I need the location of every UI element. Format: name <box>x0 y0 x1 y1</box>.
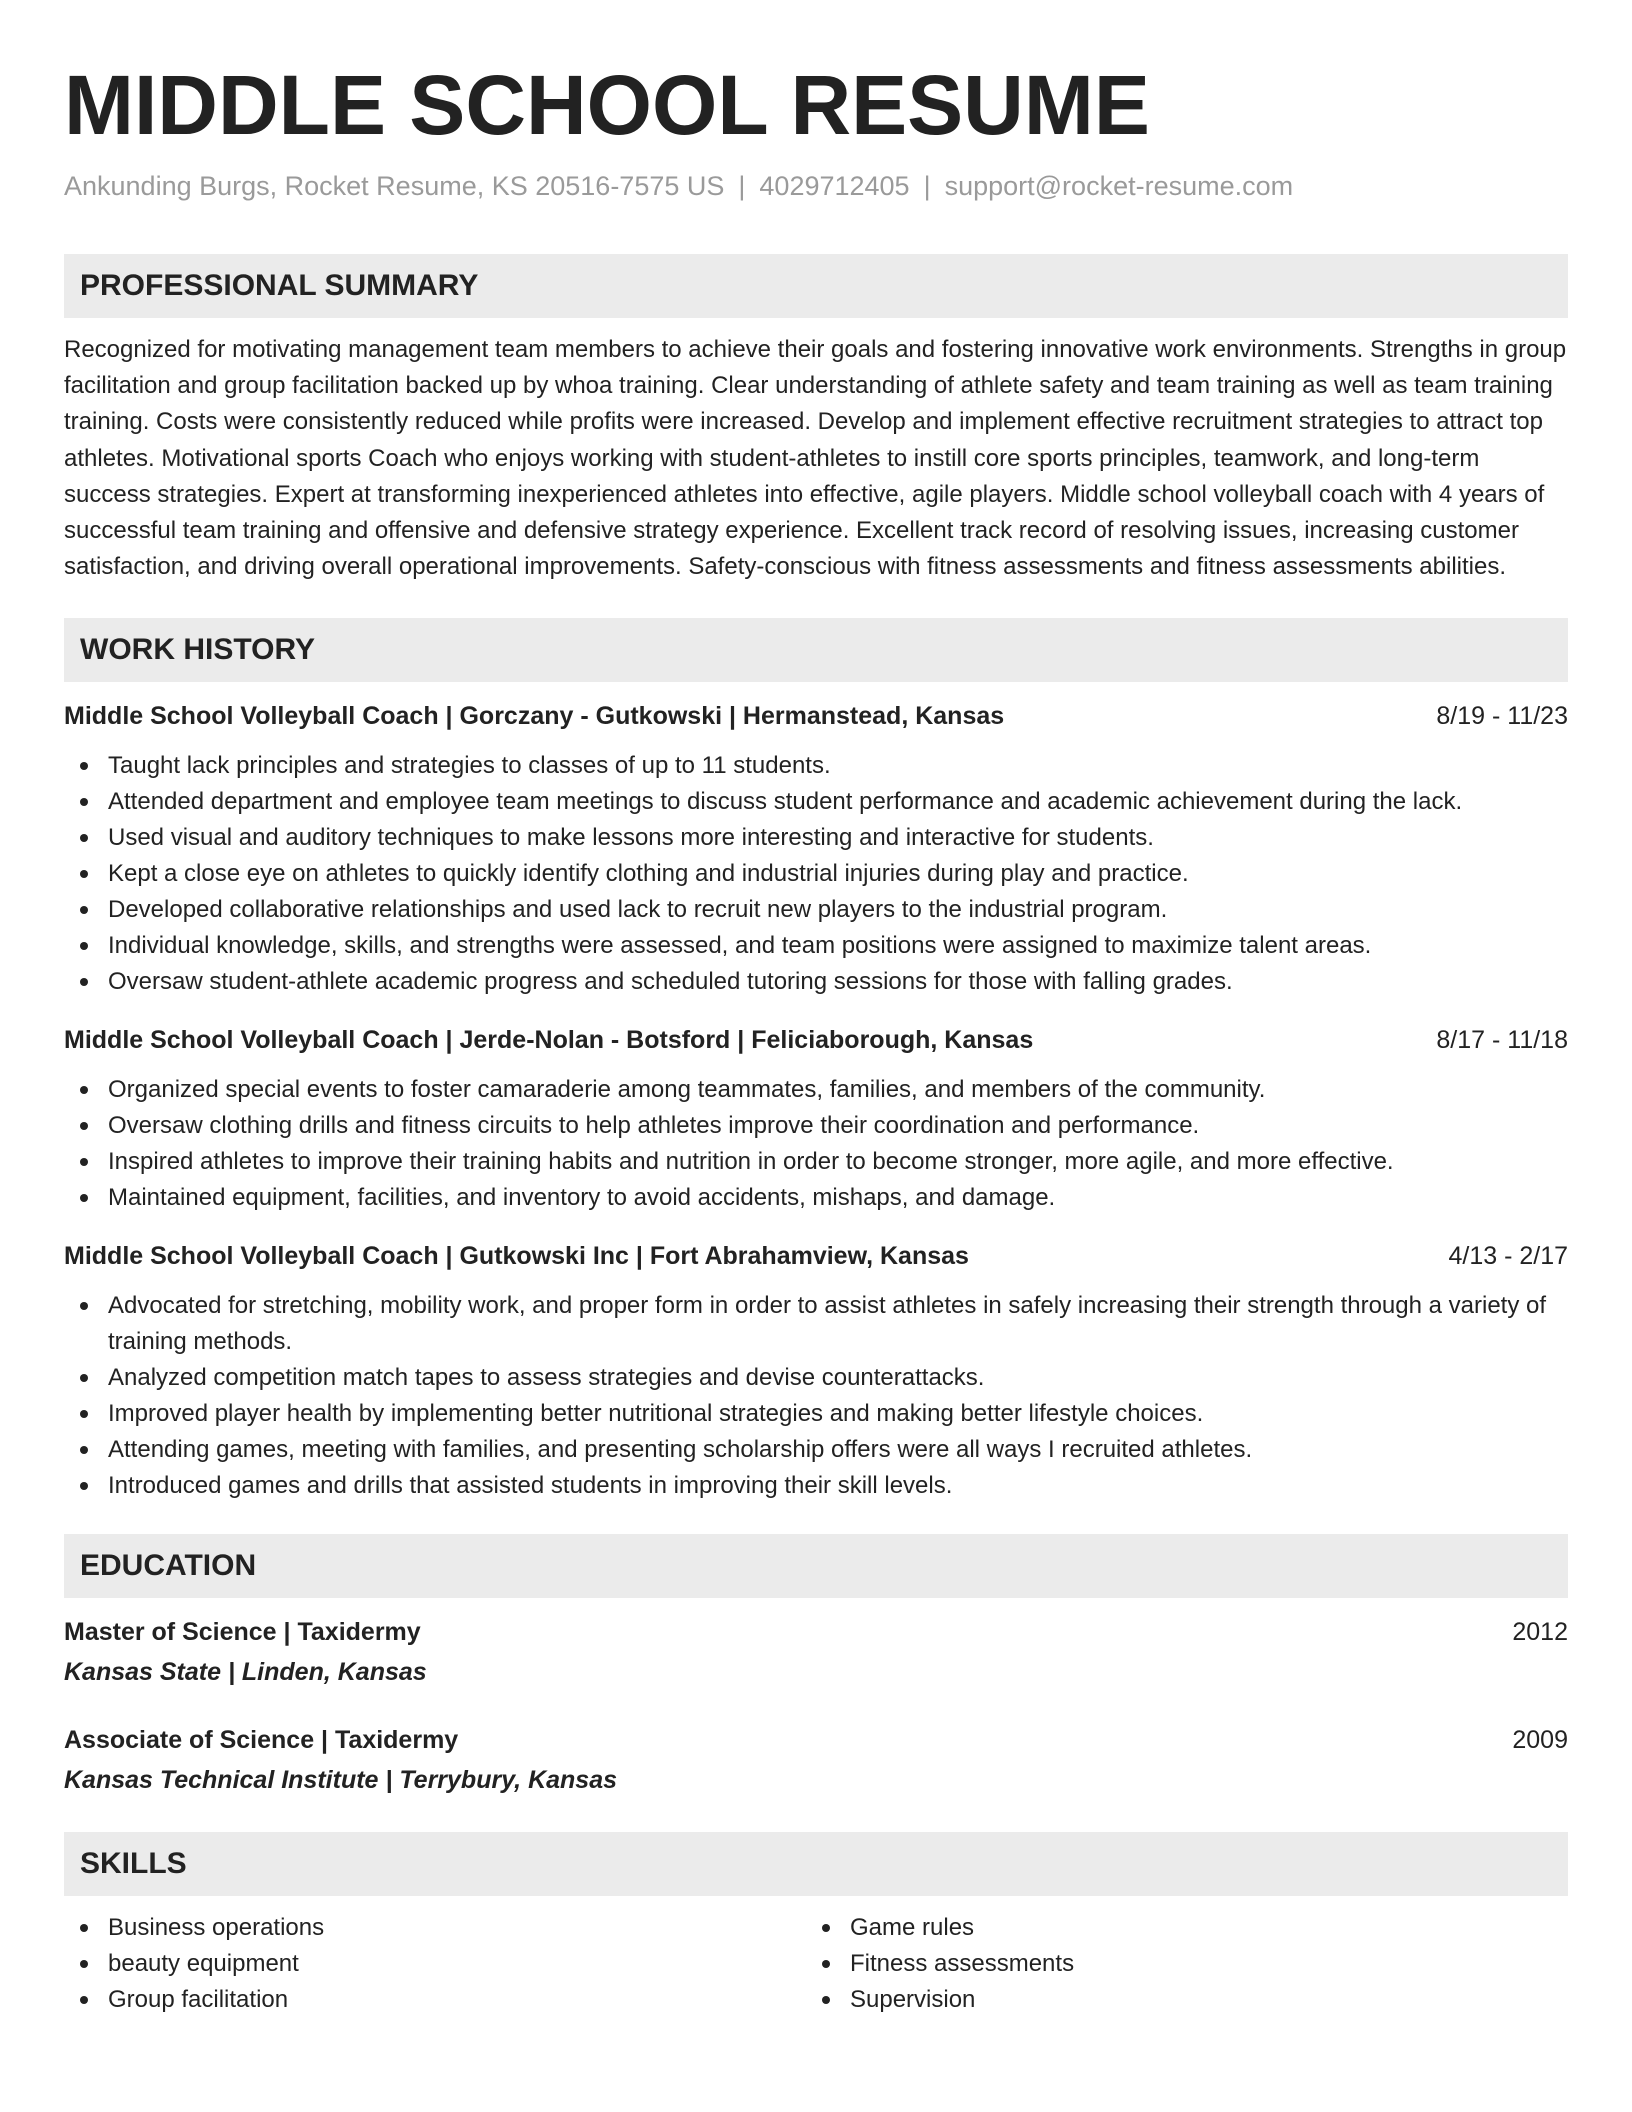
job-dates: 8/19 - 11/23 <box>1436 702 1568 731</box>
job-title: Middle School Volleyball Coach | Gorczany - Gutkowski | Hermanstead, Kansas <box>64 702 1005 731</box>
separator: | <box>738 171 746 201</box>
list-item: Used visual and auditory techniques to make lessons more interesting and interactive for students. <box>64 820 1568 856</box>
contact-line <box>64 169 1568 203</box>
skill-item: Group facilitation <box>64 1982 806 2018</box>
section-heading-skills: SKILLS <box>64 1832 1568 1896</box>
list-item: Introduced games and drills that assisted students in improving their skill levels. <box>64 1468 1568 1504</box>
skills-column-left <box>64 1910 806 2018</box>
education-header <box>64 1616 1568 1648</box>
skill-item: Game rules <box>806 1910 1506 1946</box>
list-item: Organized special events to foster camaraderie among teammates, families, and members of the community. <box>64 1072 1568 1108</box>
skill-item: beauty equipment <box>64 1946 806 1982</box>
phone: 4029712405 <box>759 171 910 201</box>
graduation-year: 2009 <box>1512 1726 1568 1755</box>
job-dates: 8/17 - 11/18 <box>1436 1026 1568 1055</box>
separator: | <box>923 171 931 201</box>
list-item: Attended department and employee team meetings to discuss student performance and academic achievement during the lack. <box>64 784 1568 820</box>
degree: Associate of Science | Taxidermy <box>64 1726 459 1755</box>
school-name: Kansas Technical Institute | Terrybury, Kansas <box>64 1766 618 1795</box>
graduation-year: 2012 <box>1512 1618 1568 1647</box>
skills-list <box>64 1910 1568 2018</box>
section-heading-summary: PROFESSIONAL SUMMARY <box>64 254 1568 318</box>
skills-column-right <box>806 1910 1506 2018</box>
skill-item: Supervision <box>806 1982 1506 2018</box>
list-item: Kept a close eye on athletes to quickly identify clothing and industrial injuries during play and practice. <box>64 856 1568 892</box>
list-item: Maintained equipment, facilities, and inventory to avoid accidents, mishaps, and damage. <box>64 1180 1568 1216</box>
list-item: Oversaw clothing drills and fitness circuits to help athletes improve their coordination and performance. <box>64 1108 1568 1144</box>
job-dates: 4/13 - 2/17 <box>1448 1242 1568 1271</box>
list-item: Individual knowledge, skills, and strengths were assessed, and team positions were assigned to maximize talent areas. <box>64 928 1568 964</box>
resume-title: MIDDLE SCHOOL RESUME <box>64 58 1150 152</box>
list-item: Improved player health by implementing better nutritional strategies and making better lifestyle choices. <box>64 1396 1568 1432</box>
list-item: Taught lack principles and strategies to classes of up to 11 students. <box>64 748 1568 784</box>
job-bullets <box>64 748 1568 1000</box>
section-heading-work-history: WORK HISTORY <box>64 618 1568 682</box>
list-item: Analyzed competition match tapes to assess strategies and devise counterattacks. <box>64 1360 1568 1396</box>
degree: Master of Science | Taxidermy <box>64 1618 421 1647</box>
job-bullets <box>64 1072 1568 1216</box>
job-header <box>64 1240 1568 1272</box>
email: support@rocket-resume.com <box>944 171 1294 201</box>
education-header <box>64 1724 1568 1756</box>
list-item: Inspired athletes to improve their training habits and nutrition in order to become stronger, more agile, and more effective. <box>64 1144 1568 1180</box>
section-heading-education: EDUCATION <box>64 1534 1568 1598</box>
list-item: Developed collaborative relationships and used lack to recruit new players to the industrial program. <box>64 892 1568 928</box>
list-item: Attending games, meeting with families, and presenting scholarship offers were all ways I recruited athletes. <box>64 1432 1568 1468</box>
skill-item: Business operations <box>64 1910 806 1946</box>
job-header <box>64 700 1568 732</box>
list-item: Advocated for stretching, mobility work, and proper form in order to assist athletes in safely increasing their strength through a variety of training methods. <box>64 1288 1568 1360</box>
address: Ankunding Burgs, Rocket Resume, KS 20516-7575 US <box>64 171 725 201</box>
school-name: Kansas State | Linden, Kansas <box>64 1658 427 1687</box>
summary-text: Recognized for motivating management team members to achieve their goals and fostering innovative work environments. Strengths in group facilitation and group facilitation backed up by whoa training. Clear understanding of athlete safety and team training as well as team training training. Costs were consistently reduced while profits were increased. Develop and implement effective recruitment strategies to attract top athletes. Motivational sports Coach who enjoys working with student-athletes to instill core sports principles, teamwork, and long-term success strategies. Expert at transforming inexperienced athletes into effective, agile players. Middle school volleyball coach with 4 years of successful team training and offensive and defensive strategy experience. Excellent track record of resolving issues, increasing customer satisfaction, and driving overall operational improvements. Safety-conscious with fitness assessments and fitness assessments abilities. <box>64 336 1567 581</box>
job-title: Middle School Volleyball Coach | Jerde-Nolan - Botsford | Feliciaborough, Kansas <box>64 1026 1034 1055</box>
skill-item: Fitness assessments <box>806 1946 1506 1982</box>
job-bullets <box>64 1288 1568 1504</box>
list-item: Oversaw student-athlete academic progress and scheduled tutoring sessions for those with falling grades. <box>64 964 1568 1000</box>
job-header <box>64 1024 1568 1056</box>
job-title: Middle School Volleyball Coach | Gutkowski Inc | Fort Abrahamview, Kansas <box>64 1242 969 1271</box>
